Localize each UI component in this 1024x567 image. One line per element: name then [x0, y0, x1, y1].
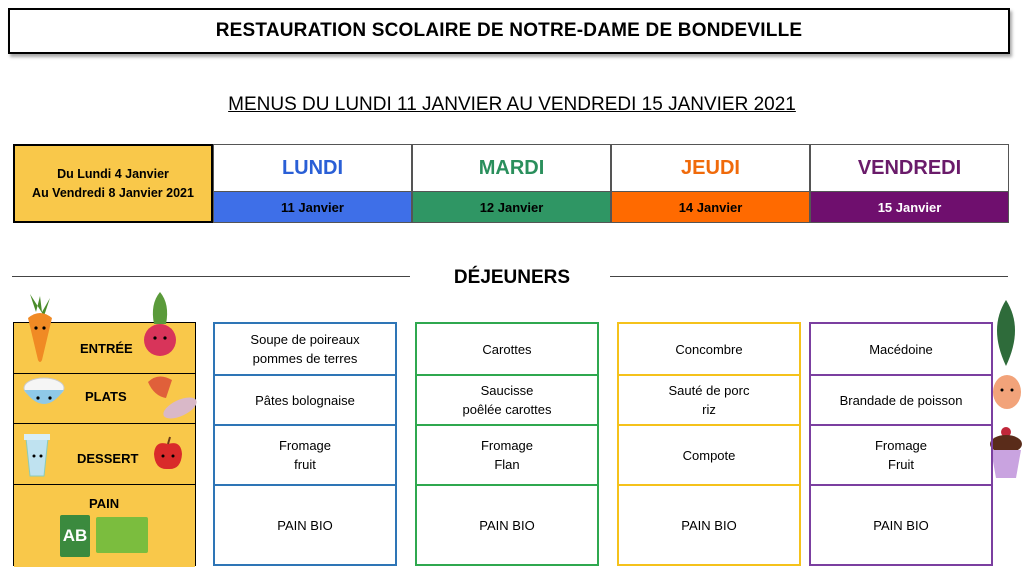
menu-dessert: Fromage Fruit	[811, 426, 991, 486]
menu-column-vendredi	[809, 322, 993, 566]
divider-right	[610, 276, 1008, 277]
menu-pain: PAIN BIO	[277, 517, 333, 533]
menu-plat: Pâtes bolognaise	[215, 376, 395, 426]
section-title: DÉJEUNERS	[453, 267, 571, 288]
menu-pain: PAIN BIO	[681, 517, 737, 533]
day-name: LUNDI	[214, 145, 411, 192]
day-date: 12 Janvier	[413, 192, 610, 222]
category-label: DESSERT	[77, 451, 139, 466]
day-header-jeudi	[611, 144, 810, 223]
menu-column-jeudi	[617, 322, 801, 566]
menu-entree: Carottes	[417, 324, 597, 376]
day-date: 15 Janvier	[811, 192, 1008, 222]
menu-entree: Soupe de poireaux pommes de terres	[215, 324, 395, 376]
menu-dessert: Fromage fruit	[215, 426, 395, 486]
menu-column-lundi	[213, 322, 397, 566]
category-label: PAIN	[89, 496, 120, 511]
previous-week-line2: Au Vendredi 8 Janvier 2021	[32, 185, 194, 200]
day-name: VENDREDI	[811, 145, 1008, 192]
day-name: JEUDI	[612, 145, 809, 192]
menu-plat: Sauté de porc riz	[619, 376, 799, 426]
radish-icon	[140, 290, 180, 364]
day-name: MARDI	[413, 145, 610, 192]
carrot-icon	[22, 292, 58, 364]
menu-dessert: Fromage Flan	[417, 426, 597, 486]
leaf-icon	[988, 298, 1024, 368]
yogurt-icon	[20, 430, 54, 478]
page-title: RESTAURATION SCOLAIRE DE NOTRE-DAME DE BONDEVILLE	[8, 8, 1010, 54]
menu-column-mardi	[415, 322, 599, 566]
cupcake-icon	[988, 424, 1024, 480]
day-date: 11 Janvier	[214, 192, 411, 222]
menu-period-heading: MENUS DU LUNDI 11 JANVIER AU VENDREDI 15 JANVIER 2021	[228, 94, 796, 115]
day-date: 14 Janvier	[612, 192, 809, 222]
day-header-mardi	[412, 144, 611, 223]
menu-pain: PAIN BIO	[873, 517, 929, 533]
category-label: ENTRÉE	[80, 341, 133, 356]
category-label: PLATS	[85, 389, 127, 404]
menu-entree: Concombre	[619, 324, 799, 376]
rice-bowl-icon	[20, 374, 68, 414]
menu-plat: Brandade de poisson	[811, 376, 991, 426]
day-header-vendredi	[810, 144, 1009, 223]
eu-organic-leaf-logo	[96, 517, 148, 553]
apple-icon	[151, 436, 185, 472]
menu-pain: PAIN BIO	[479, 517, 535, 533]
meat-fish-icon	[144, 372, 200, 426]
menu-dessert: Compote	[619, 426, 799, 486]
fish-fillet-icon	[990, 372, 1024, 416]
menu-plat: Saucisse poêlée carottes	[417, 376, 597, 426]
day-header-lundi	[213, 144, 412, 223]
ab-organic-logo: AB	[60, 515, 90, 557]
previous-week-line1: Du Lundi 4 Janvier	[57, 166, 169, 181]
menu-entree: Macédoine	[811, 324, 991, 376]
previous-week-box	[13, 144, 213, 223]
divider-left	[12, 276, 410, 277]
